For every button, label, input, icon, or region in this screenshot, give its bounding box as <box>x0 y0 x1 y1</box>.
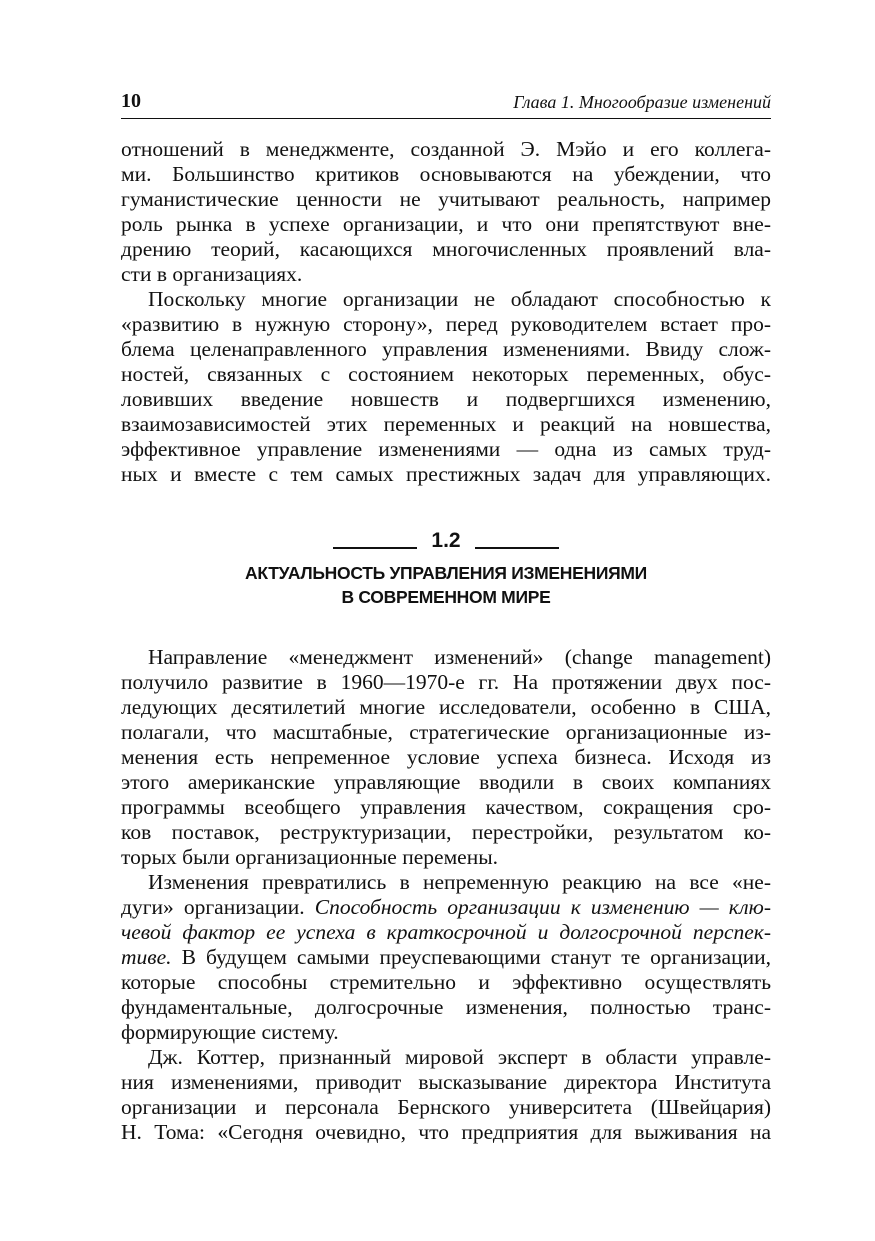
emphasis-text: Способность организации к изменению — клю- <box>314 895 771 919</box>
text-line: гуманистические ценности не учитывают реальность, например <box>121 187 771 211</box>
text-line: Поскольку многие организации не обладают способностью к <box>148 287 771 311</box>
text-span: дуги» организации. <box>121 895 315 919</box>
emphasis-text: чевой фактор ее успеха в краткосрочной и долгосрочной перспек- <box>121 920 771 944</box>
text-line: дрению теорий, касающихся многочисленных проявлений вла- <box>121 237 771 261</box>
text-line: этого американские управляющие вводили в своих компаниях <box>121 770 771 794</box>
text-line: эффективное управление изменениями — одна из самых труд- <box>121 437 771 461</box>
text-line: менения есть непременное условие успеха бизнеса. Исходя из <box>121 745 771 769</box>
text-line: Направление «менеджмент изменений» (change management) <box>148 645 771 669</box>
text-line: ледующих десятилетий многие исследователи, особенно в США, <box>121 695 771 719</box>
section-number: 1.2 <box>431 529 461 552</box>
text-line: которые способны стремительно и эффективно осуществлять <box>121 970 771 994</box>
page-number: 10 <box>121 90 141 112</box>
section-heading <box>121 527 771 609</box>
emphasis-text: тиве. <box>121 945 172 969</box>
text-line: роль рынка в успехе организации, и что они препятствуют вне- <box>121 212 771 236</box>
text-line: Н. Тома: «Сегодня очевидно, что предприятия для выживания на <box>121 1120 771 1144</box>
text-line: блема целенаправленного управления изменениями. Ввиду слож- <box>121 337 771 361</box>
text-line: ния изменениями, приводит высказывание директора Института <box>121 1070 771 1094</box>
paragraph-2 <box>121 287 771 487</box>
text-line: фундаментальные, долгосрочные изменения, полностью транс- <box>121 995 771 1019</box>
text-line: организации и персонала Бернского университета (Швейцария) <box>121 1095 771 1119</box>
section-title-line-1: АКТУАЛЬНОСТЬ УПРАВЛЕНИЯ ИЗМЕНЕНИЯМИ <box>245 563 647 583</box>
text-line: полагали, что масштабные, стратегические организационные из- <box>121 720 771 744</box>
text-line: формирующие систему. <box>121 1020 339 1044</box>
text-line <box>121 945 771 970</box>
text-span: В будущем самыми преуспевающими станут те организации, <box>171 945 771 969</box>
text-line: Изменения превратились в непременную реакцию на все «не- <box>148 870 771 894</box>
text-line: торых были организационные перемены. <box>121 845 499 869</box>
paragraph-3 <box>121 645 771 870</box>
right-rule-divider <box>475 547 559 549</box>
left-rule-divider <box>333 547 417 549</box>
text-line: ностей, связанных с состоянием некоторых переменных, обус- <box>121 362 771 386</box>
text-line: сти в организациях. <box>121 262 303 286</box>
chapter-title: Глава 1. Многообразие изменений <box>513 92 771 112</box>
paragraph-5 <box>121 1045 771 1145</box>
section-number-row <box>121 527 771 553</box>
text-line: ков поставок, реструктуризации, перестройки, результатом ко- <box>121 820 771 844</box>
text-line: ловивших введение новшеств и подвергшихся изменению, <box>121 387 771 411</box>
text-line: Дж. Коттер, признанный мировой эксперт в области управле- <box>148 1045 771 1069</box>
section-title <box>121 561 771 609</box>
paragraph-1 <box>121 137 771 287</box>
text-line <box>121 895 771 920</box>
text-line: отношений в менеджменте, созданной Э. Мэйо и его коллега- <box>121 137 771 161</box>
text-line: получило развитие в 1960—1970-е гг. На протяжении двух пос- <box>121 670 771 694</box>
text-line <box>121 920 771 945</box>
running-header <box>121 88 771 119</box>
section-title-line-2: В СОВРЕМЕННОМ МИРЕ <box>341 587 551 607</box>
text-line: взаимозависимостей этих переменных и реакций на новшества, <box>121 412 771 436</box>
text-line: ми. Большинство критиков основываются на убеждении, что <box>121 162 771 186</box>
body-text <box>121 137 771 1145</box>
text-line: «развитию в нужную сторону», перед руководителем встает про- <box>121 312 771 336</box>
book-page <box>121 88 771 1145</box>
text-line: программы всеобщего управления качеством, сокращения сро- <box>121 795 771 819</box>
paragraph-4 <box>121 870 771 1045</box>
text-line: ных и вместе с тем самых престижных задач для управляющих. <box>121 462 771 486</box>
